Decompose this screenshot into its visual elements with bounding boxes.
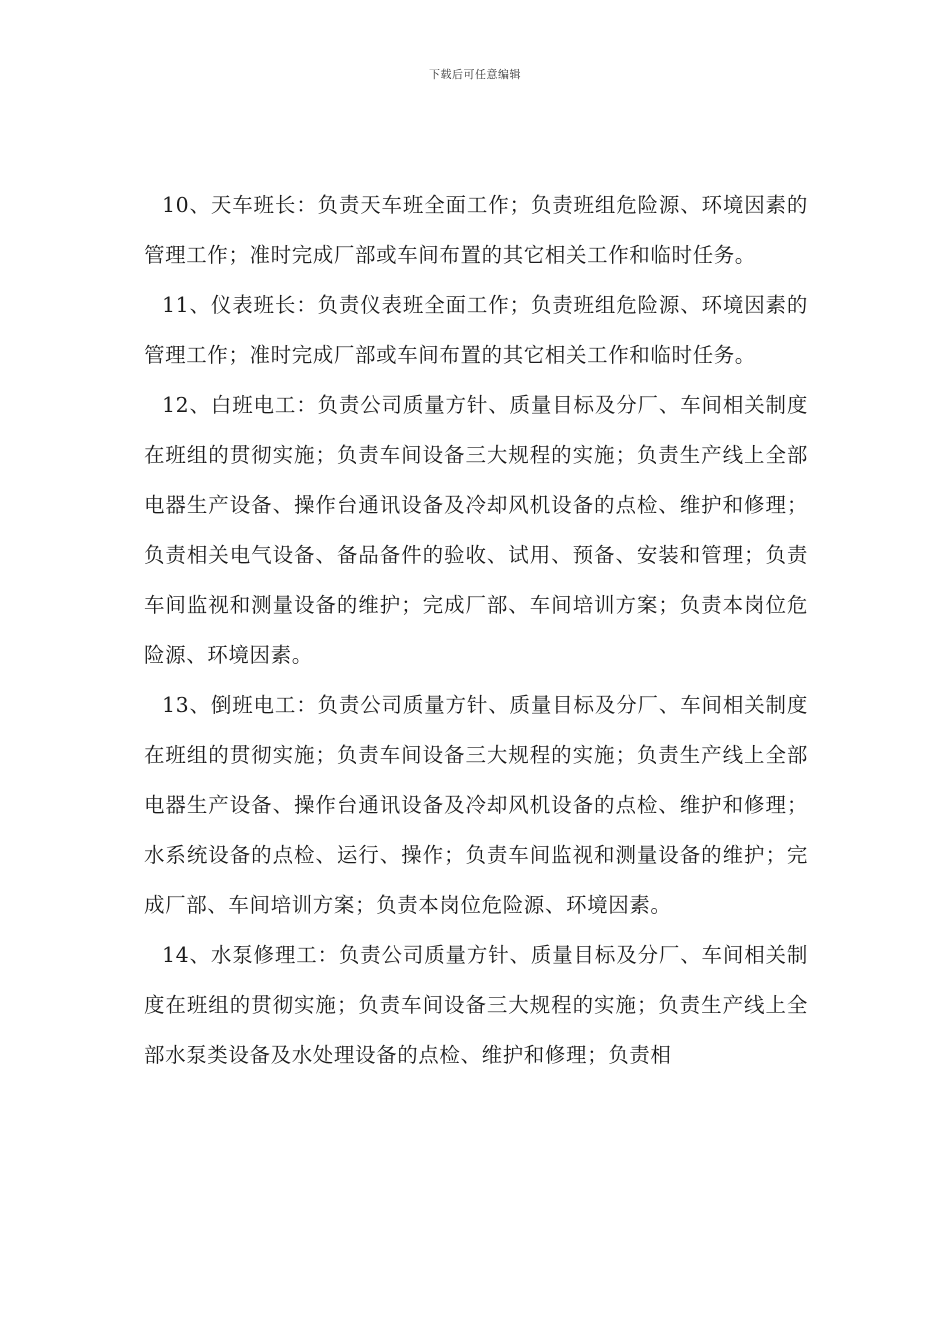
document-body: [144, 180, 808, 1080]
paragraph-10-crane-team-leader: 10、天车班长：负责天车班全面工作；负责班组危险源、环境因素的管理工作；准时完成厂部或车间布置的其它相关工作和临时任务。: [144, 193, 808, 267]
paragraph-13-rotating-shift-electrician: 13、倒班电工：负责公司质量方针、质量目标及分厂、车间相关制度在班组的贯彻实施；负责车间设备三大规程的实施；负责生产线上全部电器生产设备、操作台通讯设备及冷却风机设备的点检、维护和修理；水系统设备的点检、运行、操作；负责车间监视和测量设备的维护；完成厂部、车间培训方案；负责本岗位危险源、环境因素。: [144, 693, 808, 917]
paragraph-12-day-shift-electrician: 12、白班电工：负责公司质量方针、质量目标及分厂、车间相关制度在班组的贯彻实施；负责车间设备三大规程的实施；负责生产线上全部电器生产设备、操作台通讯设备及冷却风机设备的点检、维护和修理；负责相关电气设备、备品备件的验收、试用、预备、安装和管理；负责车间监视和测量设备的维护；完成厂部、车间培训方案；负责本岗位危险源、环境因素。: [144, 393, 808, 667]
paragraph-14-water-pump-repairer: 14、水泵修理工：负责公司质量方针、质量目标及分厂、车间相关制度在班组的贯彻实施；负责车间设备三大规程的实施；负责生产线上全部水泵类设备及水处理设备的点检、维护和修理；负责相: [144, 943, 808, 1067]
paragraph-11-instrument-team-leader: 11、仪表班长：负责仪表班全面工作；负责班组危险源、环境因素的管理工作；准时完成厂部或车间布置的其它相关工作和临时任务。: [144, 293, 808, 367]
page-header: 下载后可任意编辑: [429, 68, 521, 81]
